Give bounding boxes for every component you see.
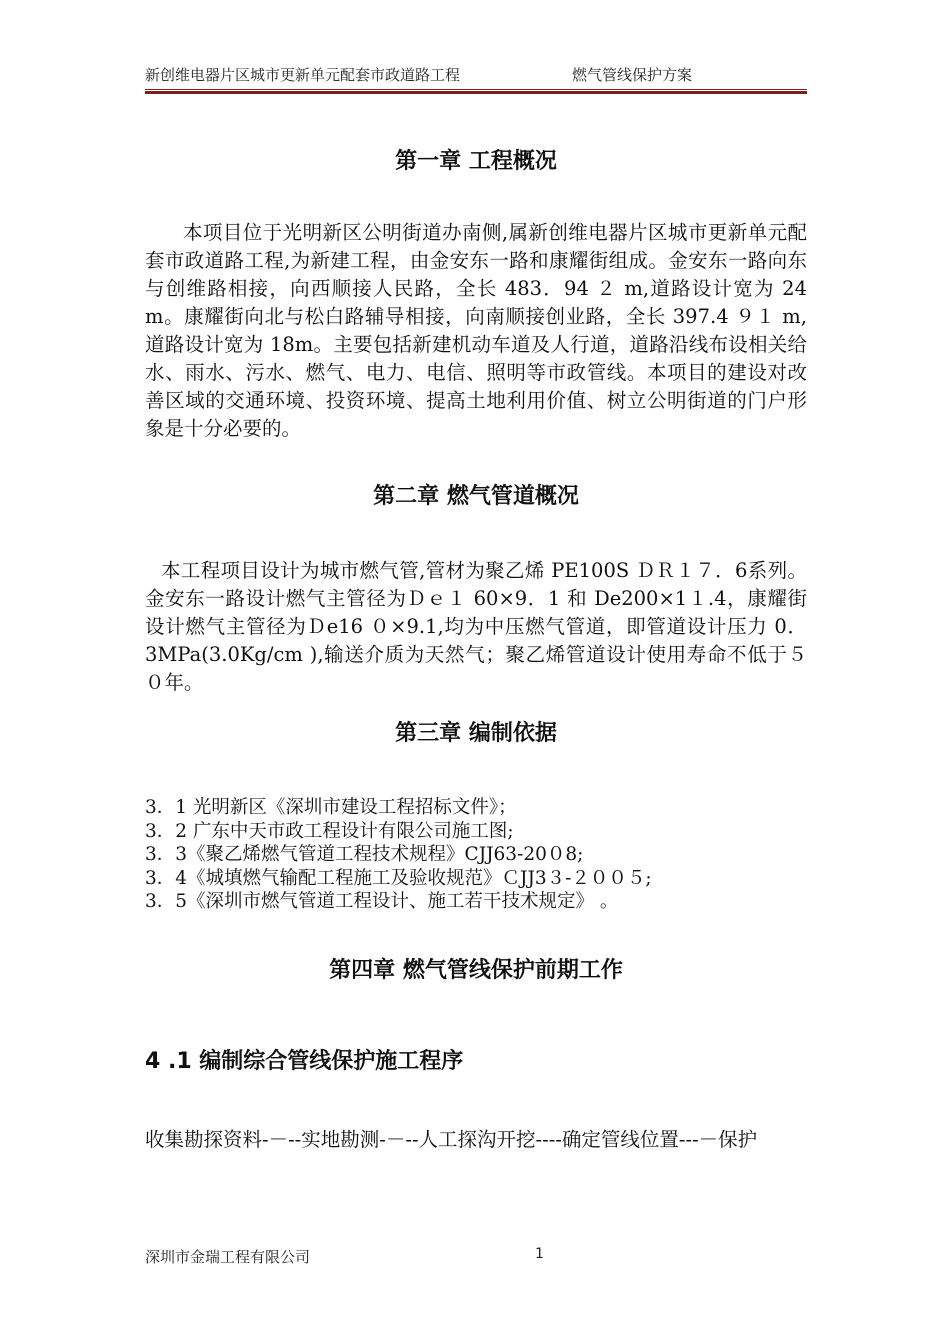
header-document-title: 燃气管线保护方案: [572, 66, 693, 84]
reference-item: 3．5《深圳市燃气管道工程设计、施工若干技术规定》 。: [145, 891, 619, 912]
chapter-1-paragraph: 本项目位于光明新区公明街道办南侧,属新创维电器片区城市更新单元配套市政道路工程,为新建工程，由金安东一路和康耀街组成。金安东一路向东与创维路相接，向西顺接人民路，全长 483．94 ２ m,道路设计宽为 24 m。康耀街向北与松白路辅导相接，向南顺接创业路，全长 397.4 ９１ m,道路设计宽为 18m。主要包括新建机动车道及人行道，道路沿线布设相关给水、雨水、污水、燃气、电力、电信、照明等市政管线。本项目的建设对改善区域的交通环境、投资环境、提高土地利用价值、树立公明街道的门户形象是十分必要的。: [145, 221, 807, 440]
header-rule-thick: [145, 91, 807, 94]
page-footer: [145, 1246, 807, 1268]
chapter-1-title: 第一章 工程概况: [395, 149, 557, 174]
chapter-2-title: 第二章 燃气管道概况: [373, 484, 579, 509]
footer-company-name: 深圳市金瑞工程有限公司: [145, 1248, 311, 1266]
reference-list: [145, 796, 807, 914]
reference-item: 3．4《城填燃气输配工程施工及验收规范》ＣJJ3３-２００５;: [145, 867, 652, 889]
page-number: 1: [535, 1246, 544, 1262]
chapter-4-title: 第四章 燃气管线保护前期工作: [329, 958, 623, 983]
page-header: [145, 64, 807, 88]
section-4-1-paragraph: 收集勘探资料-－--实地勘测-－--人工探沟开挖----确定管线位置---－保护: [145, 1128, 758, 1151]
chapter-2-paragraph: 本工程项目设计为城市燃气管,管材为聚乙烯 PE100S ＤＲ１７．6系列。金安东一路设计燃气主管径为Ｄｅ１ 60×9．1 和 De200×1１.4，康耀街设计燃气主管径为Ｄe16 ０×9.1,均为中压燃气管道，即管道设计压力 0．3MPa(3.0Kg/cm ),输送介质为天然气；聚乙烯管道设计使用寿命不低于５０年。: [145, 559, 807, 694]
section-4-1-title: 4 .1 编制综合管线保护施工程序: [145, 1049, 464, 1074]
header-project-name: 新创维电器片区城市更新单元配套市政道路工程: [145, 66, 461, 84]
reference-item: 3．1 光明新区《深圳市建设工程招标文件》；: [145, 797, 517, 818]
header-rule-thin: [145, 89, 807, 90]
reference-item: 3．2 广东中天市政工程设计有限公司施工图;: [145, 820, 514, 842]
chapter-3-title: 第三章 编制依据: [395, 721, 557, 746]
reference-item: 3．3《聚乙烯燃气管道工程技术规程》CJJ63-20０8;: [145, 844, 584, 865]
